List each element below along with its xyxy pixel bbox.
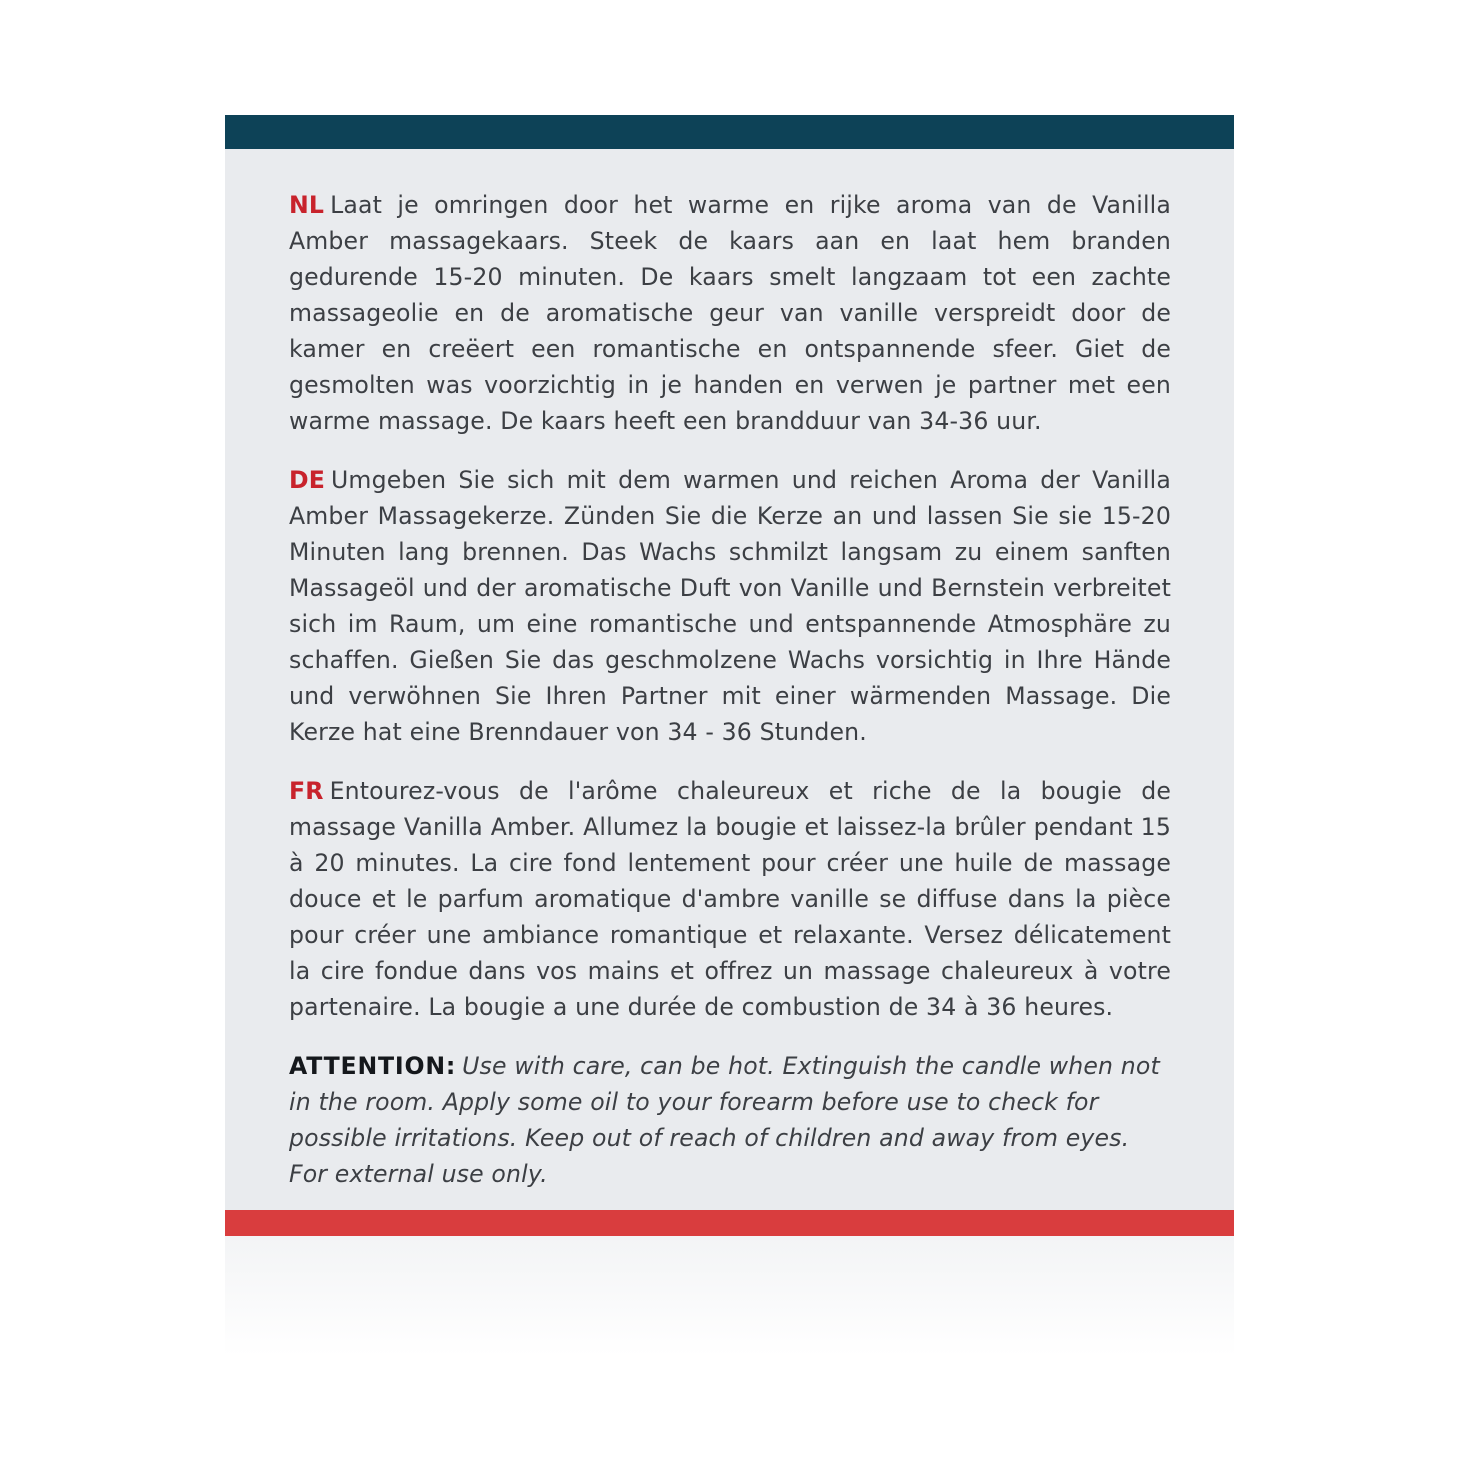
section-text-de: Umgeben Sie sich mit dem warmen und reichen Aroma der Vanilla Amber Massagekerze. Zünden Sie die Kerze an und lassen Sie sie 15-20 Minuten lang brennen. Das Wachs schmilzt langsam zu einem sanften Massageöl und der aromatische Duft von Vanille und Bernstein verbreitet sich im Raum, um eine romantische und entspannende Atmosphäre zu schaffen. Gießen Sie das geschmolzene Wachs vorsichtig in Ihre Hände und verwöhnen Sie Ihren Partner mit einer wärmenden Massage. Die Kerze hat eine Brenndauer von 34 - 36 Stunden.	[289, 466, 1171, 746]
attention-label: ATTENTION:	[289, 1052, 457, 1080]
section-text-nl: Laat je omringen door het warme en rijke aroma van de Vanilla Amber massagekaars. Steek de kaars aan en laat hem branden gedurende 15-20 minuten. De kaars smelt langzaam tot een zachte massageolie en de aromatische geur van vanille verspreidt door de kamer en creëert een romantische en ontspannende sfeer. Giet de gesmolten was voorzichtig in je handen en verwen je partner met een warme massage. De kaars heeft een brandduur van 34-36 uur.	[289, 191, 1171, 435]
language-code-fr: FR	[289, 777, 324, 805]
section-de	[289, 462, 1171, 750]
attention-warning	[289, 1048, 1171, 1192]
top-color-band	[225, 115, 1234, 149]
language-code-nl: NL	[289, 191, 325, 219]
attention-text: Use with care, can be hot. Extinguish the candle when not in the room. Apply some oil to your forearm before use to check for possible irritations. Keep out of reach of children and away from eyes. For external use only.	[289, 1052, 1160, 1188]
instruction-content	[289, 187, 1171, 1215]
section-fr	[289, 773, 1171, 1025]
language-code-de: DE	[289, 466, 326, 494]
instruction-card	[225, 115, 1234, 1236]
section-nl	[289, 187, 1171, 439]
card-reflection	[225, 1236, 1234, 1356]
section-text-fr: Entourez-vous de l'arôme chaleureux et riche de la bougie de massage Vanilla Amber. Allumez la bougie et laissez-la brûler pendant 15 à 20 minutes. La cire fond lentement pour créer une huile de massage douce et le parfum aromatique d'ambre vanille se diffuse dans la pièce pour créer une ambiance romantique et relaxante. Versez délicatement la cire fondue dans vos mains et offrez un massage chaleureux à votre partenaire. La bougie a une durée de combustion de 34 à 36 heures.	[289, 777, 1171, 1021]
bottom-color-band	[225, 1210, 1234, 1236]
